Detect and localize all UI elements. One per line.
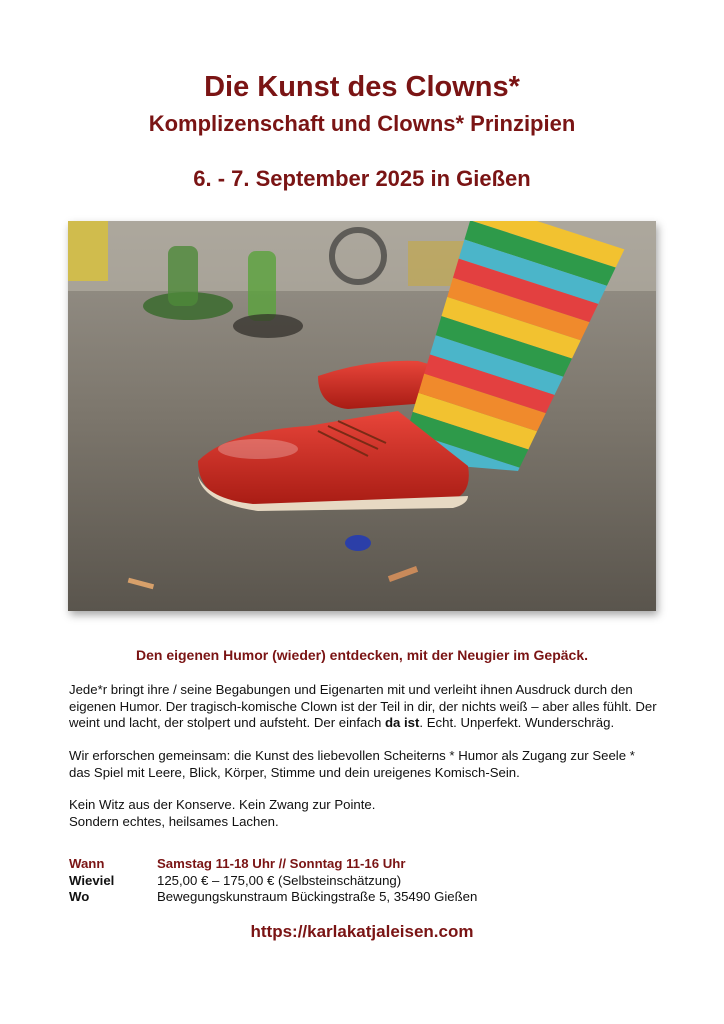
clown-shoes-photo bbox=[68, 221, 656, 611]
paragraph-2-text: Wir erforschen gemeinsam: die Kunst des liebevollen Scheiterns * Humor als Zugang zur Seele * das Spiel mit Leere, Blick, Körper, Stimme und dein ureigenes Komisch-Sein. bbox=[69, 748, 635, 780]
event-info bbox=[69, 856, 659, 906]
description-paragraph-2 bbox=[69, 748, 659, 781]
info-row-when bbox=[69, 856, 659, 873]
description-paragraph-3 bbox=[69, 797, 659, 830]
paragraph-1-text-end: . Echt. Unperfekt. Wunderschräg. bbox=[419, 715, 615, 730]
flyer-subtitle: Komplizenschaft und Clowns* Prinzipien bbox=[148, 111, 576, 136]
info-row-where bbox=[69, 889, 659, 906]
info-value-price: 125,00 € – 175,00 € (Selbsteinschätzung) bbox=[157, 872, 402, 888]
paragraph-3-line-1: Kein Witz aus der Konserve. Kein Zwang zur Pointe. bbox=[69, 797, 376, 812]
paragraph-1-text-start: Jede*r bringt ihre / seine Begabungen und Eigenarten mit und verleiht ihnen Ausdruck durch den eigenen Humor. Der tragisch-komische Clown ist der Teil in dir, der nichts weiß – aber alles fühlt. Der weint und lacht, der stolpert und aufsteht. Der einfach bbox=[69, 682, 657, 730]
website-link[interactable]: https://karlakatjaleisen.com bbox=[250, 922, 474, 941]
tagline: Den eigenen Humor (wieder) entdecken, mit der Neugier im Gepäck. bbox=[135, 647, 588, 663]
description-paragraph-1 bbox=[69, 682, 659, 732]
flyer-title: Die Kunst des Clowns* bbox=[204, 71, 520, 103]
event-date: 6. - 7. September 2025 in Gießen bbox=[193, 166, 531, 191]
paragraph-3-line-2: Sondern echtes, heilsames Lachen. bbox=[69, 813, 279, 829]
paragraph-1-emphasis: da ist bbox=[384, 715, 420, 730]
info-label-where: Wo bbox=[69, 889, 90, 904]
info-row-price bbox=[69, 873, 659, 890]
info-value-where: Bewegungskunstraum Bückingstraße 5, 35490 Gießen bbox=[157, 889, 478, 904]
info-value-when: Samstag 11-18 Uhr // Sonntag 11-16 Uhr bbox=[157, 856, 406, 871]
info-label-price: Wieviel bbox=[69, 872, 115, 888]
info-label-when: Wann bbox=[69, 856, 105, 871]
